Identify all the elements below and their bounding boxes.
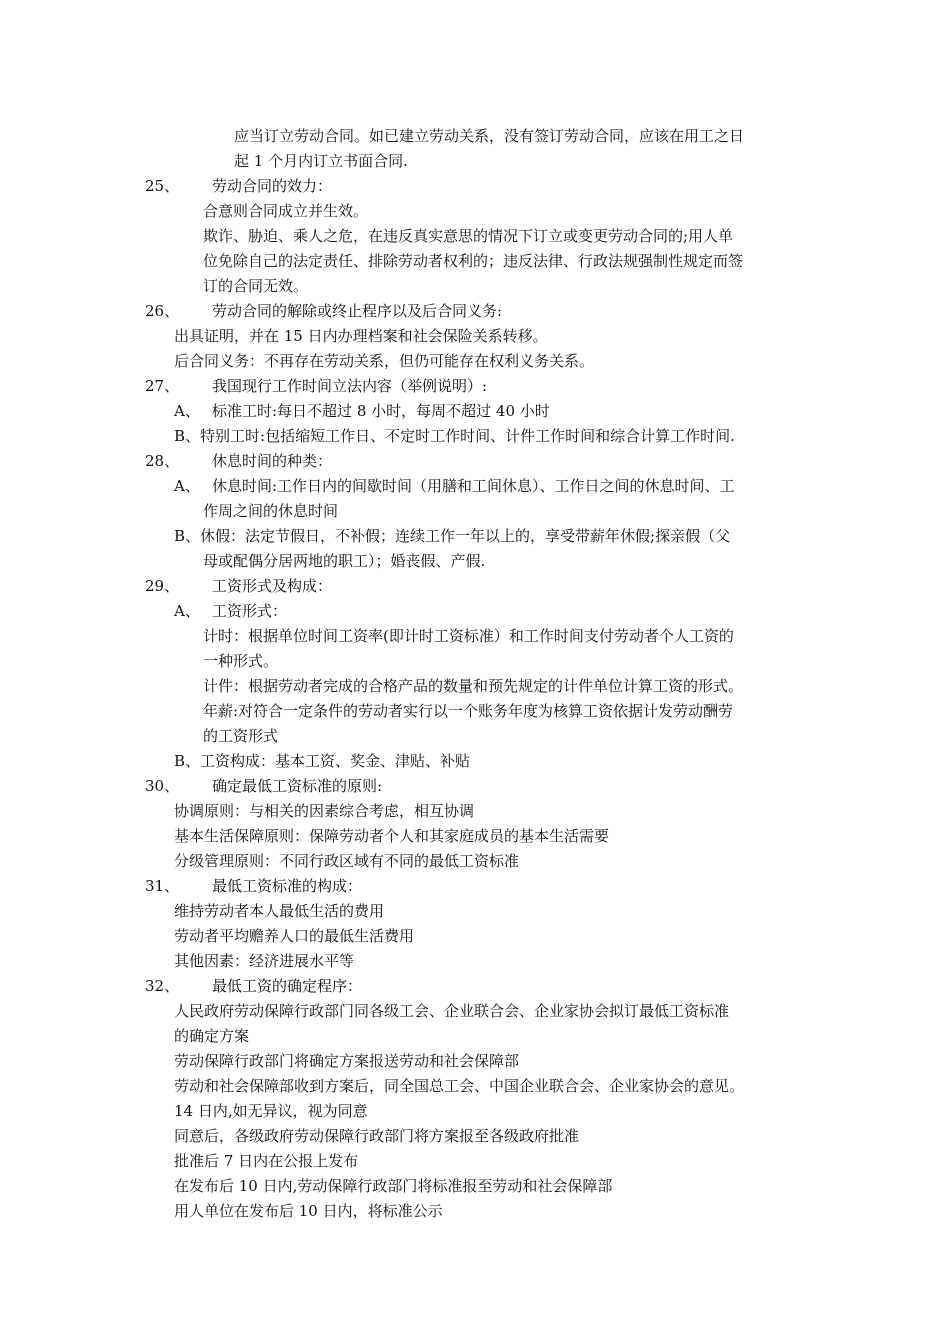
item-heading: 劳动合同的解除或终止程序以及后合同义务: [212, 302, 503, 320]
text-line: 作周之间的休息时间 [203, 502, 339, 520]
text-line: 人民政府劳动保障行政部门同各级工会、企业联合会、企业家协会拟订最低工资标准 [174, 1002, 730, 1020]
item-number: 29、 [145, 577, 180, 595]
text-line: 14 日内,如无异议，视为同意 [174, 1102, 368, 1120]
text-line: 出具证明，并在 15 日内办理档案和社会保险关系转移。 [174, 327, 548, 345]
item-heading: 工资形式及构成： [212, 577, 333, 595]
text-line: 用人单位在发布后 10 日内，将标准公示 [174, 1202, 443, 1220]
item-number: 32、 [145, 977, 180, 995]
text-line: 应当订立劳动合同。如已建立劳动关系，没有签订劳动合同，应该在用工之日 [234, 127, 745, 145]
text-line: 标准工时:每日不超过 8 小时，每周不超过 40 小时 [212, 402, 550, 420]
text-line: 合意则合同成立并生效。 [203, 202, 369, 220]
item-heading: 我国现行工作时间立法内容（举例说明）: [212, 377, 488, 395]
item-number: 31、 [145, 877, 180, 895]
text-line: 在发布后 10 日内,劳动保障行政部门将标准报至劳动和社会保障部 [174, 1177, 613, 1195]
text-line: 工资形式： [212, 602, 288, 620]
item-heading: 休息时间的种类： [212, 452, 333, 470]
item-number: 27、 [145, 377, 180, 395]
text-line: 母或配偶分居两地的职工）；婚丧假、产假. [203, 552, 486, 570]
text-line: 位免除自己的法定责任、排除劳动者权利的；违反法律、行政法规强制性规定而签 [203, 252, 744, 270]
text-line: 同意后，各级政府劳动保障行政部门将方案报至各级政府批准 [174, 1127, 580, 1145]
text-line: 批准后 7 日内在公报上发布 [174, 1152, 359, 1170]
item-heading: 最低工资的确定程序： [212, 977, 363, 995]
item-heading: 劳动合同的效力： [212, 177, 333, 195]
text-line: B、休假：法定节假日，不补假；连续工作一年以上的，享受带薪年休假;探亲假（父 [174, 527, 731, 545]
text-line: 劳动和社会保障部收到方案后，同全国总工会、中国企业联合会、企业家协会的意见。 [174, 1077, 745, 1095]
text-line: 其他因素：经济进展水平等 [174, 952, 355, 970]
item-heading: 最低工资标准的构成： [212, 877, 363, 895]
item-heading: 确定最低工资标准的原则: [212, 777, 383, 795]
text-line: 分级管理原则：不同行政区域有不同的最低工资标准 [174, 852, 520, 870]
text-line: 起 1 个月内订立书面合同. [234, 152, 408, 170]
text-line: 订的合同无效。 [203, 277, 309, 295]
text-line: 欺诈、胁迫、乘人之危，在违反真实意思的情况下订立或变更劳动合同的;用人单 [203, 227, 734, 245]
text-line: 后合同义务：不再存在劳动关系，但仍可能存在权利义务关系。 [174, 352, 595, 370]
text-line: 协调原则：与相关的因素综合考虑，相互协调 [174, 802, 475, 820]
text-line: 计件：根据劳动者完成的合格产品的数量和预先规定的计件单位计算工资的形式。 [203, 677, 744, 695]
text-line: 的确定方案 [174, 1027, 250, 1045]
text-line: 维持劳动者本人最低生活的费用 [174, 902, 385, 920]
text-line: 劳动者平均赡养人口的最低生活费用 [174, 927, 415, 945]
item-number: 30、 [145, 777, 180, 795]
item-number: 26、 [145, 302, 180, 320]
text-line: 劳动保障行政部门将确定方案报送劳动和社会保障部 [174, 1052, 520, 1070]
sub-label: A、 [174, 602, 200, 620]
text-line: 的工资形式 [203, 727, 279, 745]
text-line: 休息时间:工作日内的间歇时间（用膳和工间休息）、工作日之间的休息时间、工 [212, 477, 735, 495]
sub-label: A、 [174, 402, 200, 420]
text-line: 年薪:对符合一定条件的劳动者实行以一个账务年度为核算工资依据计发劳动酬劳 [203, 702, 734, 720]
text-line: 一种形式。 [203, 652, 279, 670]
item-number: 28、 [145, 452, 180, 470]
item-number: 25、 [145, 177, 180, 195]
sub-label: A、 [174, 477, 200, 495]
text-line: 计时：根据单位时间工资率(即计时工资标准）和工作时间支付劳动者个人工资的 [203, 627, 734, 645]
text-line: B、工资构成：基本工资、奖金、津贴、补贴 [174, 752, 471, 770]
text-line: B、特别工时:包括缩短工作日、不定时工作时间、计件工作时间和综合计算工作时间. [174, 427, 735, 445]
text-line: 基本生活保障原则：保障劳动者个人和其家庭成员的基本生活需要 [174, 827, 610, 845]
